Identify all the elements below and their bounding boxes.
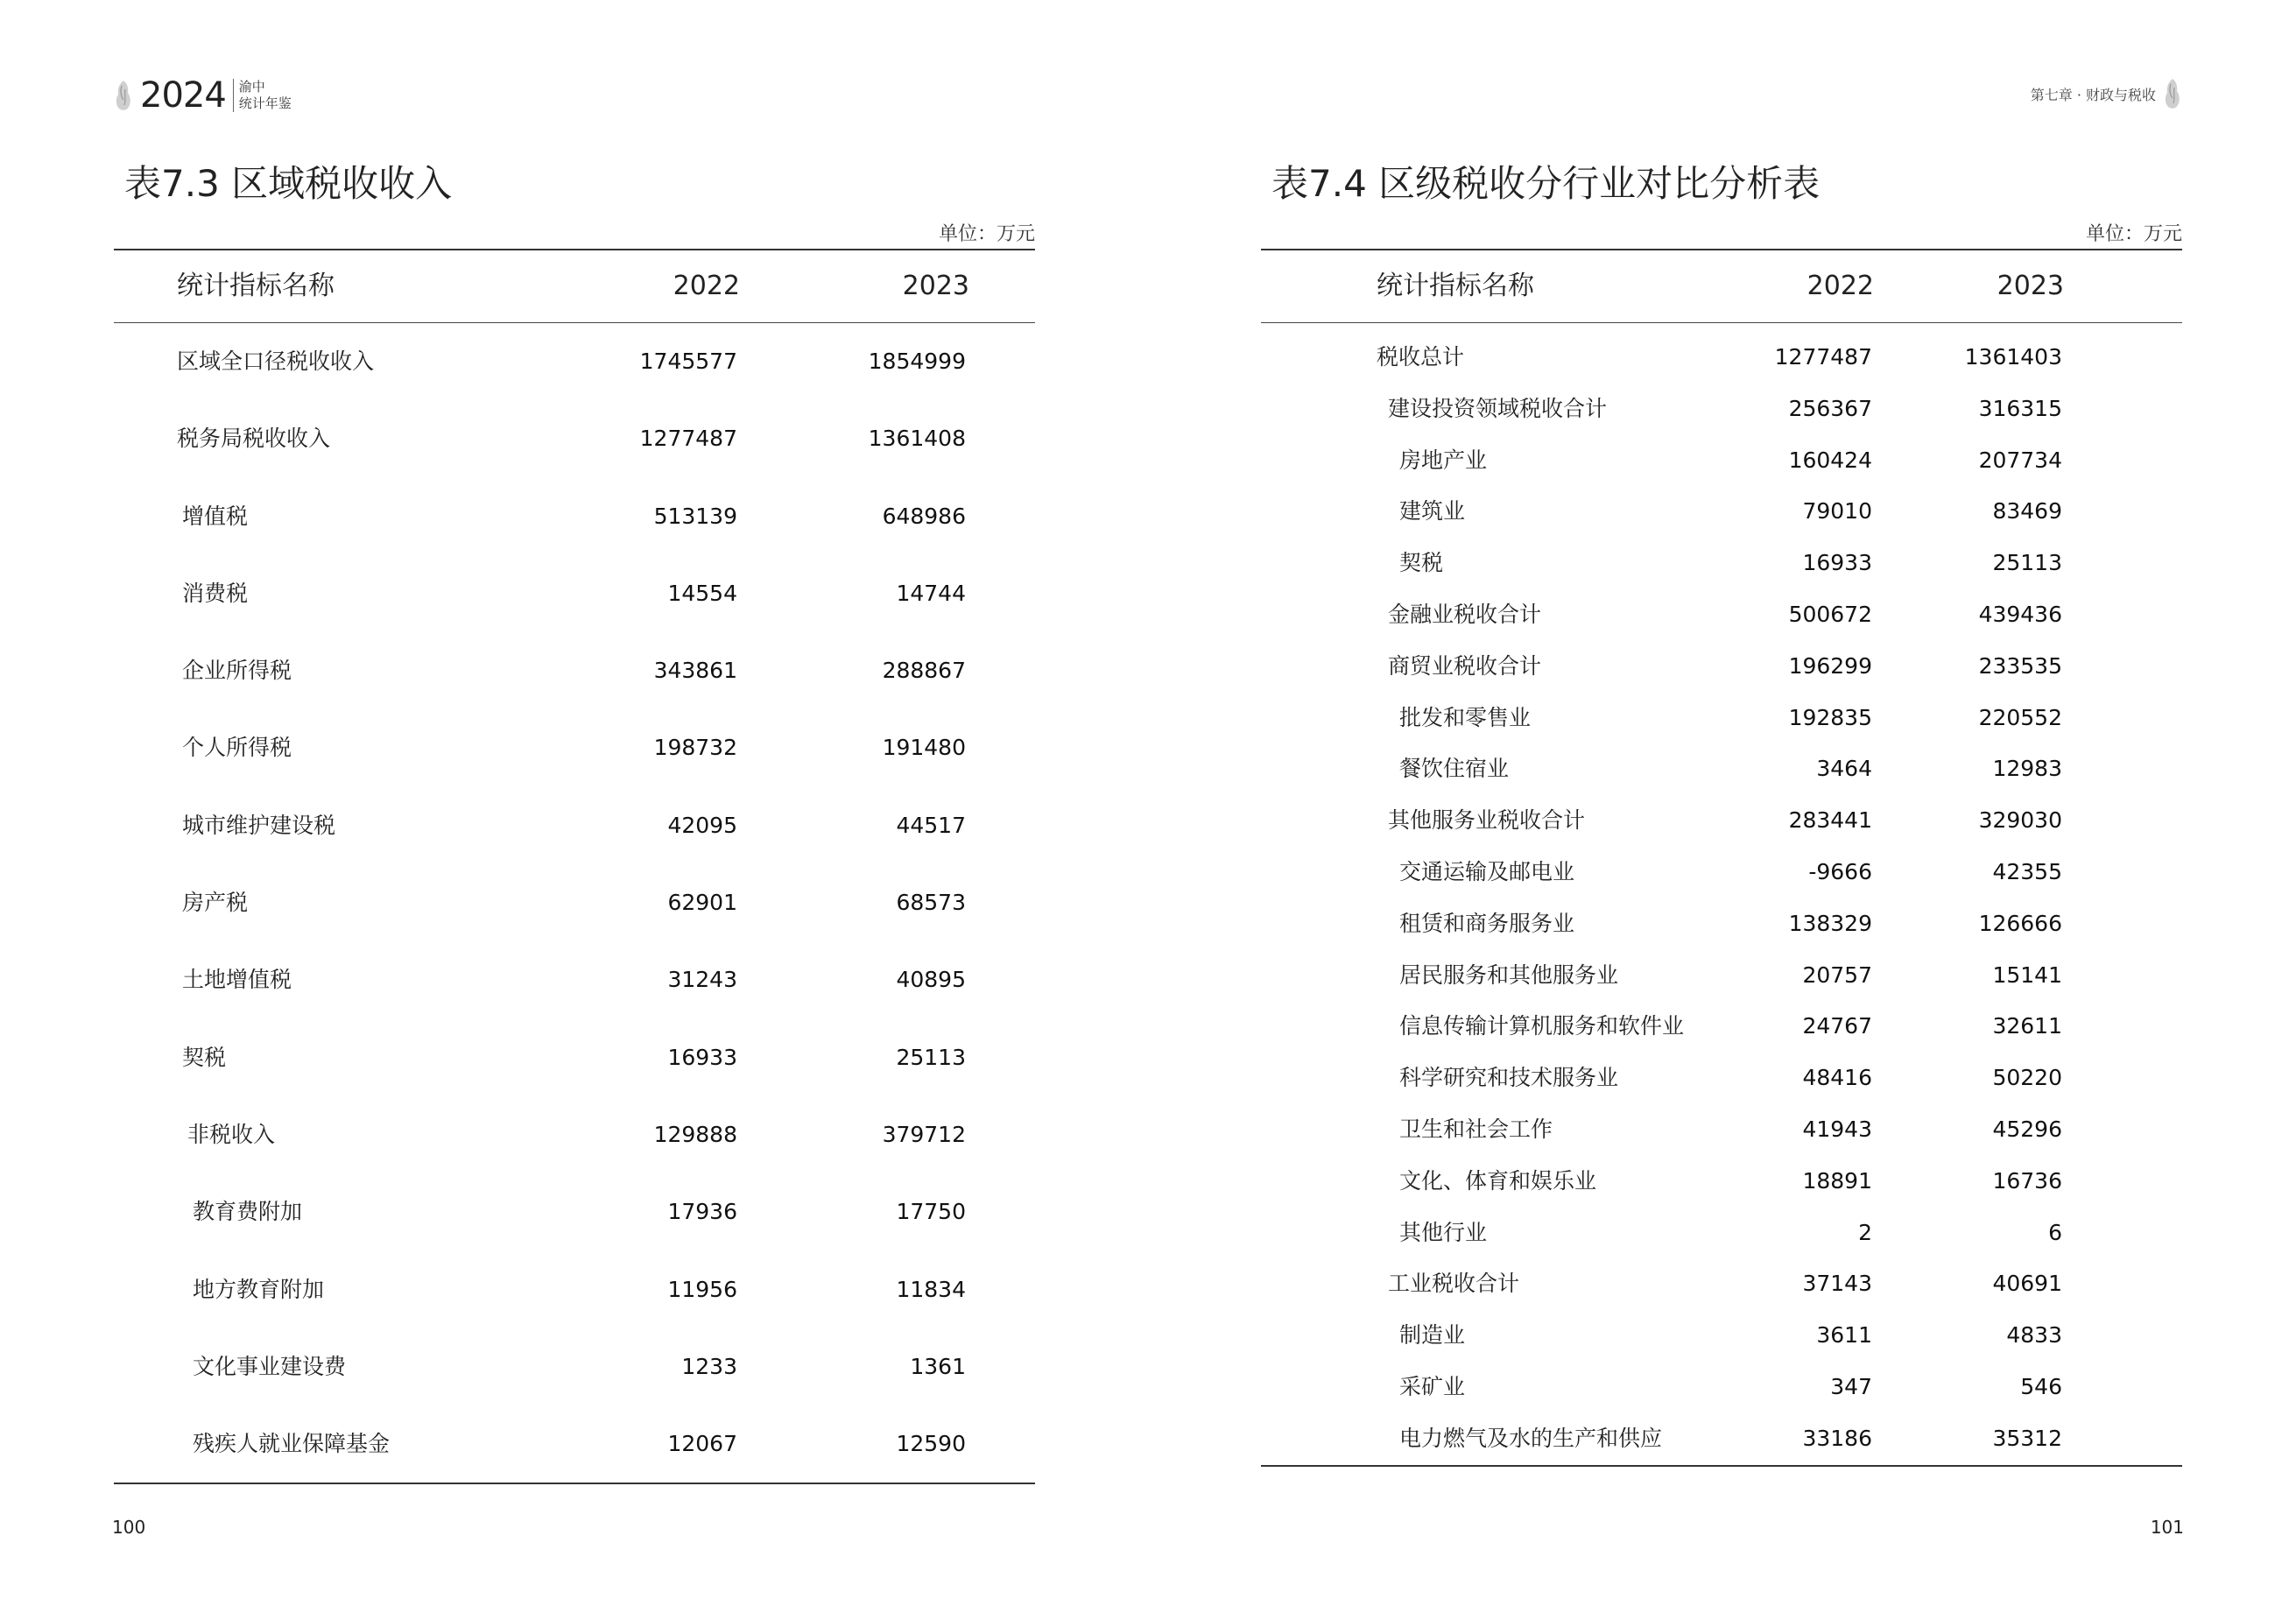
row-value-2023: 6 [2048, 1219, 2062, 1245]
yearbook-title-line1: 渝中 [238, 79, 265, 95]
table-row [1261, 1413, 2182, 1465]
table-bottom-rule [114, 1483, 1035, 1484]
row-value-2022: 160424 [1788, 447, 1872, 473]
row-value-2022: 500672 [1788, 601, 1872, 627]
row-indicator-name: 信息传输计算机服务和软件业 [1399, 1013, 1685, 1039]
row-value-2022: 42095 [667, 812, 737, 838]
row-value-2022: 1233 [681, 1353, 737, 1379]
table-row [1261, 950, 2182, 1002]
row-value-2023: 68573 [896, 890, 966, 916]
row-value-2023: 126666 [1978, 910, 2062, 936]
yearbook-logo [114, 74, 292, 117]
table-row [114, 864, 1035, 941]
row-indicator-name: 建筑业 [1399, 498, 1466, 525]
table-row [1261, 693, 2182, 744]
row-value-2022: 48416 [1802, 1065, 1872, 1091]
row-value-2022: 37143 [1802, 1271, 1872, 1297]
row-indicator-name: 其他行业 [1399, 1219, 1488, 1245]
row-value-2023: 1854999 [868, 349, 966, 374]
row-indicator-name: 土地增值税 [182, 967, 292, 993]
row-value-2023: 42355 [1992, 858, 2062, 884]
row-value-2023: 25113 [1992, 550, 2062, 576]
row-value-2022: 513139 [653, 503, 737, 529]
row-indicator-name: 商贸业税收合计 [1388, 652, 1542, 679]
row-value-2023: 40691 [1992, 1271, 2062, 1297]
row-value-2023: 191480 [882, 735, 966, 761]
table-row [114, 478, 1035, 555]
row-indicator-name: 租赁和商务服务业 [1399, 910, 1575, 936]
page-number-right: 101 [2150, 1517, 2184, 1538]
table-row [1261, 898, 2182, 950]
header-indicator-name: 统计指标名称 [1377, 271, 1534, 301]
row-indicator-name: 金融业税收合计 [1388, 601, 1542, 627]
row-indicator-name: 餐饮住宿业 [1399, 756, 1510, 782]
table-row [1261, 435, 2182, 487]
table-row [1261, 384, 2182, 435]
table-row [1261, 486, 2182, 538]
row-value-2022: 16933 [667, 1044, 737, 1070]
row-value-2022: 192835 [1788, 704, 1872, 730]
table-row [1261, 1104, 2182, 1156]
row-value-2023: 4833 [2006, 1322, 2062, 1349]
table-row [114, 1019, 1035, 1096]
row-indicator-name: 教育费附加 [193, 1199, 303, 1225]
mountain-emblem-icon [114, 79, 133, 112]
row-value-2023: 1361408 [868, 426, 966, 452]
row-value-2023: 32611 [1992, 1013, 2062, 1039]
table-row [1261, 589, 2182, 641]
header-year-2022: 2022 [1807, 271, 1874, 301]
row-value-2022: 62901 [667, 890, 737, 916]
row-value-2022: 3611 [1816, 1322, 1872, 1349]
row-indicator-name: 文化、体育和娱乐业 [1399, 1167, 1597, 1194]
table-row [114, 941, 1035, 1018]
row-value-2022: 79010 [1802, 498, 1872, 525]
row-indicator-name: 区域全口径税收收入 [177, 349, 375, 374]
table-row [1261, 1053, 2182, 1104]
row-indicator-name: 其他服务业税收合计 [1388, 807, 1586, 834]
row-indicator-name: 税务局税收收入 [177, 426, 331, 452]
chapter-title: 第七章 · 财政与税收 [2030, 86, 2156, 103]
row-indicator-name: 批发和零售业 [1399, 704, 1532, 730]
table-row [1261, 1001, 2182, 1053]
row-value-2023: 1361403 [1964, 344, 2062, 370]
row-value-2022: 2 [1858, 1219, 1872, 1245]
table-row [1261, 538, 2182, 589]
row-value-2023: 207734 [1978, 447, 2062, 473]
row-indicator-name: 房产税 [182, 890, 249, 916]
header-year-2022: 2022 [673, 271, 740, 301]
table-row [1261, 1208, 2182, 1259]
row-value-2022: 11956 [667, 1276, 737, 1302]
row-value-2022: 1277487 [1774, 344, 1872, 370]
row-value-2022: 33186 [1802, 1425, 1872, 1451]
header-year-2023: 2023 [1997, 271, 2064, 301]
row-value-2023: 546 [2020, 1373, 2062, 1399]
row-indicator-name: 税收总计 [1377, 344, 1465, 370]
row-indicator-name: 企业所得税 [182, 658, 292, 684]
row-value-2022: 41943 [1802, 1116, 1872, 1142]
page-number-left: 100 [112, 1517, 146, 1538]
row-value-2023: 12590 [896, 1431, 966, 1457]
row-value-2023: 16736 [1992, 1167, 2062, 1194]
table-row [114, 400, 1035, 477]
row-value-2023: 25113 [896, 1044, 966, 1070]
table-row [1261, 1362, 2182, 1413]
row-value-2023: 12983 [1992, 756, 2062, 782]
row-value-2022: 343861 [653, 658, 737, 684]
row-indicator-name: 地方教育附加 [193, 1276, 325, 1302]
table-row [114, 1405, 1035, 1483]
row-value-2023: 329030 [1978, 807, 2062, 834]
row-value-2023: 45296 [1992, 1116, 2062, 1142]
table-row [114, 787, 1035, 864]
row-value-2022: 12067 [667, 1431, 737, 1457]
row-indicator-name: 居民服务和其他服务业 [1399, 961, 1619, 988]
table-title: 表7.3 区域税收收入 [124, 162, 453, 205]
row-value-2022: 283441 [1788, 807, 1872, 834]
row-value-2023: 1361 [910, 1353, 966, 1379]
row-value-2023: 439436 [1978, 601, 2062, 627]
row-value-2023: 50220 [1992, 1065, 2062, 1091]
row-value-2023: 648986 [882, 503, 966, 529]
row-value-2022: 198732 [653, 735, 737, 761]
row-value-2022: 20757 [1802, 961, 1872, 988]
row-value-2022: 31243 [667, 967, 737, 993]
yearbook-title-line2: 统计年鉴 [238, 95, 292, 111]
row-value-2023: 40895 [896, 967, 966, 993]
mountain-emblem-icon [2163, 77, 2182, 110]
row-value-2023: 14744 [896, 580, 966, 606]
row-indicator-name: 文化事业建设费 [193, 1353, 347, 1379]
table-7-4 [1261, 158, 2182, 1467]
row-value-2022: 3464 [1816, 756, 1872, 782]
row-indicator-name: 个人所得税 [182, 735, 292, 761]
table-row [114, 1251, 1035, 1328]
row-value-2023: 11834 [896, 1276, 966, 1302]
yearbook-year: 2024 [140, 75, 226, 116]
row-indicator-name: 城市维护建设税 [182, 812, 336, 838]
row-indicator-name: 房地产业 [1399, 447, 1488, 473]
table-row [1261, 847, 2182, 898]
row-value-2022: 18891 [1802, 1167, 1872, 1194]
row-indicator-name: 电力燃气及水的生产和供应 [1399, 1425, 1663, 1451]
table-7-3 [114, 158, 1035, 1484]
row-value-2022: -9666 [1808, 858, 1872, 884]
header-indicator-name: 统计指标名称 [177, 271, 335, 301]
table-row [114, 323, 1035, 400]
row-value-2023: 379712 [882, 1121, 966, 1147]
header-year-2023: 2023 [902, 271, 969, 301]
row-value-2022: 24767 [1802, 1013, 1872, 1039]
row-value-2022: 129888 [653, 1121, 737, 1147]
row-value-2022: 16933 [1802, 550, 1872, 576]
table-row [1261, 795, 2182, 847]
yearbook-title [233, 79, 292, 112]
table-title: 表7.4 区级税收分行业对比分析表 [1271, 162, 1821, 205]
row-indicator-name: 消费税 [182, 580, 249, 606]
table-row [114, 1173, 1035, 1250]
table-header [1261, 250, 2182, 322]
row-value-2022: 256367 [1788, 395, 1872, 421]
row-value-2022: 1277487 [639, 426, 737, 452]
table-body [1261, 323, 2182, 1465]
row-value-2022: 347 [1830, 1373, 1872, 1399]
unit-label: 单位：万元 [938, 223, 1035, 245]
row-value-2022: 14554 [667, 580, 737, 606]
row-value-2022: 196299 [1788, 652, 1872, 679]
row-indicator-name: 契税 [182, 1044, 227, 1070]
row-indicator-name: 建设投资领域税收合计 [1388, 395, 1608, 421]
table-header [114, 250, 1035, 322]
row-indicator-name: 工业税收合计 [1388, 1271, 1520, 1297]
unit-label: 单位：万元 [2085, 223, 2182, 245]
row-indicator-name: 采矿业 [1399, 1373, 1466, 1399]
row-value-2023: 83469 [1992, 498, 2062, 525]
row-value-2023: 288867 [882, 658, 966, 684]
row-indicator-name: 制造业 [1399, 1322, 1466, 1349]
table-row [114, 1096, 1035, 1173]
table-row [114, 632, 1035, 709]
table-row [114, 555, 1035, 632]
row-value-2022: 138329 [1788, 910, 1872, 936]
table-bottom-rule [1261, 1465, 2182, 1467]
table-row [1261, 641, 2182, 693]
row-value-2023: 17750 [896, 1199, 966, 1225]
table-row [114, 1328, 1035, 1405]
row-value-2023: 316315 [1978, 395, 2062, 421]
row-indicator-name: 残疾人就业保障基金 [193, 1431, 391, 1457]
row-indicator-name: 科学研究和技术服务业 [1399, 1065, 1619, 1091]
row-value-2023: 35312 [1992, 1425, 2062, 1451]
row-value-2023: 220552 [1978, 704, 2062, 730]
table-row [1261, 1258, 2182, 1310]
table-row [1261, 1156, 2182, 1208]
row-value-2023: 15141 [1992, 961, 2062, 988]
row-value-2023: 233535 [1978, 652, 2062, 679]
row-indicator-name: 非税收入 [187, 1121, 276, 1147]
row-value-2022: 17936 [667, 1199, 737, 1225]
row-indicator-name: 交通运输及邮电业 [1399, 858, 1575, 884]
table-row [1261, 332, 2182, 384]
row-indicator-name: 增值税 [182, 503, 249, 529]
row-indicator-name: 契税 [1399, 550, 1444, 576]
table-row [1261, 1310, 2182, 1362]
chapter-header [2031, 77, 2182, 110]
table-body [114, 323, 1035, 1483]
table-row [114, 709, 1035, 786]
table-row [1261, 743, 2182, 795]
row-value-2023: 44517 [896, 812, 966, 838]
row-indicator-name: 卫生和社会工作 [1399, 1116, 1553, 1142]
row-value-2022: 1745577 [639, 349, 737, 374]
